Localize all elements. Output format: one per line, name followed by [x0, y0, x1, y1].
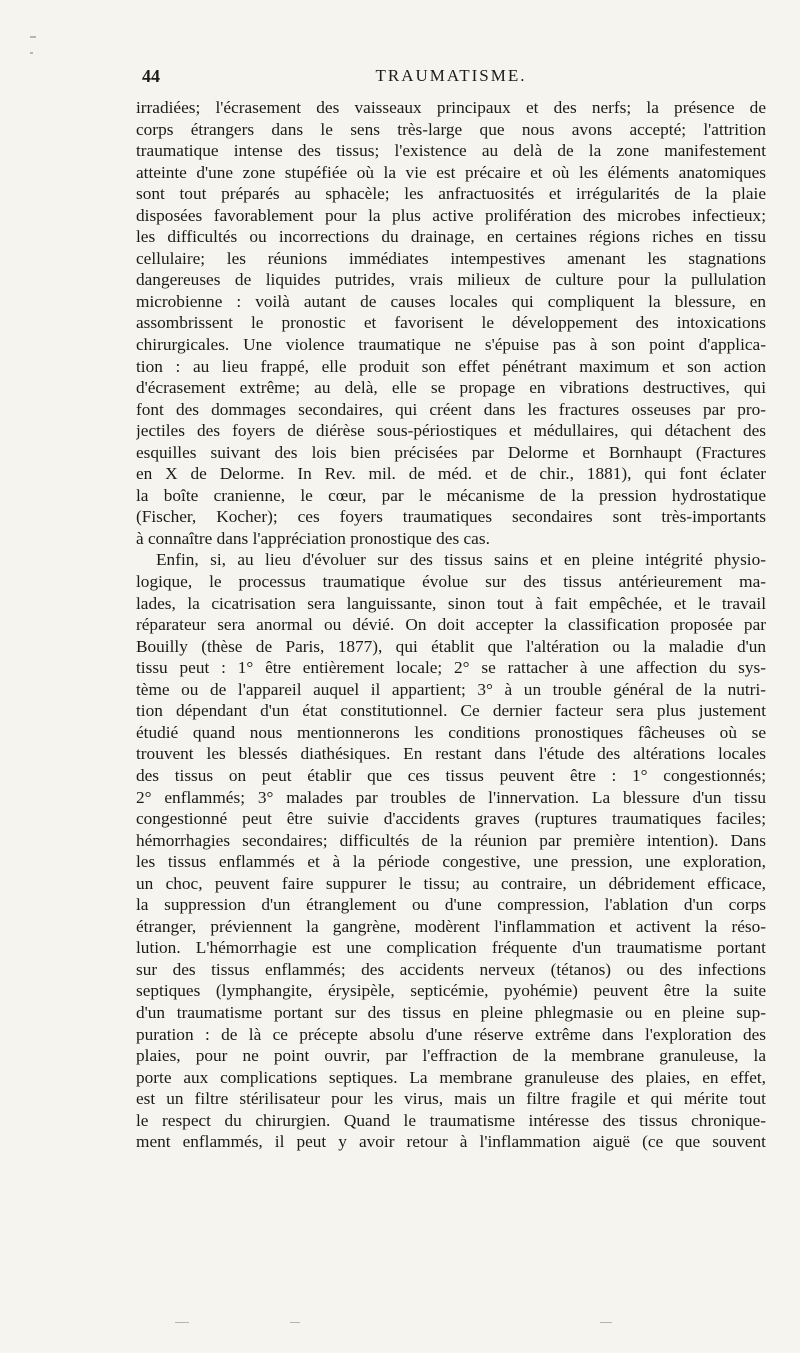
- text-line: le respect du chirurgien. Quand le traumatisme intéresse des tissus chronique-: [136, 1110, 766, 1130]
- text-line: logique, le processus traumatique évolue sur des tissus antérieurement ma-: [136, 572, 766, 592]
- text-line: en X de Delorme. In Rev. mil. de méd. et de chir., 1881), qui font éclater: [136, 464, 766, 484]
- text-line: disposées favorablement pour la plus active prolifération des microbes infectieux;: [136, 205, 766, 225]
- text-line: la suppression d'un étranglement ou d'une compression, l'ablation d'un corps: [136, 895, 766, 915]
- text-line: des tissus on peut établir que ces tissus peuvent être : 1° congestionnés;: [136, 765, 766, 785]
- text-line: réparateur sera anormal ou dévié. On doit accepter la classification proposée par: [136, 615, 766, 635]
- text-line: font des dommages secondaires, qui créent dans les fractures osseuses par pro-: [136, 399, 766, 419]
- text-line: cellulaire; les réunions immédiates intempestives amenant les stagnations: [136, 248, 766, 268]
- text-line: d'écrasement extrême; au delà, elle se propage en vibrations destructives, qui: [136, 378, 766, 398]
- text-line: plaies, pour ne point ouvrir, par l'effraction de la membrane granuleuse, la: [136, 1046, 766, 1066]
- text-line: lades, la cicatrisation sera languissante, sinon tout à fait empêchée, et le travail: [136, 593, 766, 613]
- text-line: étranger, préviennent la gangrène, modèrent l'inflammation et activent la réso-: [136, 916, 766, 936]
- text-line: dangereuses de liquides putrides, vrais milieux de culture pour la pullulation: [136, 270, 766, 290]
- text-line: un choc, peuvent faire suppurer le tissu; au contraire, un débridement efficace,: [136, 873, 766, 893]
- body-text: [136, 97, 766, 1153]
- foot-speck: [290, 1322, 300, 1323]
- text-line: atteinte d'une zone stupéfiée où la vie est précaire et où les éléments anatomiques: [136, 162, 766, 182]
- text-line: chirurgicales. Une violence traumatique ne s'épuise pas à son point d'applica-: [136, 335, 766, 355]
- text-line: esquilles suivant des lois bien précisées par Delorme et Bornhaupt (Fractures: [136, 442, 766, 462]
- margin-speck: [30, 52, 33, 54]
- text-line: puration : de là ce précepte absolu d'une réserve extrême dans l'exploration des: [136, 1024, 766, 1044]
- text-line: les difficultés ou incorrections du drainage, en certaines régions riches en tissu: [136, 227, 766, 247]
- text-line: 2° enflammés; 3° malades par troubles de l'innervation. La blessure d'un tissu: [136, 787, 766, 807]
- text-line: la boîte cranienne, le cœur, par le mécanisme de la pression hydrostatique: [136, 485, 766, 505]
- text-line: sont tout préparés au sphacèle; les anfractuosités et irrégularités de la plaie: [136, 184, 766, 204]
- text-line: irradiées; l'écrasement des vaisseaux principaux et des nerfs; la présence de: [136, 98, 766, 117]
- text-line: porte aux complications septiques. La membrane granuleuse des plaies, en effet,: [136, 1067, 766, 1087]
- text-line: hémorrhagies secondaires; difficultés de la réunion par première intention). Dans: [136, 830, 766, 850]
- text-line: traumatique intense des tissus; l'existence au delà de la zone manifestement: [136, 141, 766, 161]
- text-line: jectiles des foyers de diérèse sous-périostiques et médullaires, qui détachent des: [136, 421, 766, 441]
- text-line: à connaître dans l'appréciation pronostique des cas.: [136, 528, 490, 548]
- text-line: septiques (lymphangite, érysipèle, septicémie, pyohémie) peuvent être la suite: [136, 981, 766, 1001]
- text-line: sur des tissus enflammés; des accidents nerveux (tétanos) ou des infections: [136, 959, 766, 979]
- text-line: les tissus enflammés et à la période congestive, une pression, une exploration,: [136, 852, 766, 872]
- paragraph: [136, 549, 766, 1152]
- text-line: étudié quand nous mentionnerons les conditions pronostiques fâcheuses où se: [136, 722, 766, 742]
- text-line: (Fischer, Kocher); ces foyers traumatiques secondaires sont très-importants: [136, 507, 766, 527]
- text-line: tion dépendant d'un état constitutionnel. Ce dernier facteur sera plus justement: [136, 701, 766, 721]
- text-line: corps étrangers dans le sens très-large que nous avons accepté; l'attrition: [136, 119, 766, 139]
- foot-speck: [175, 1322, 189, 1323]
- text-line: assombrissent le pronostic et favorisent le développement des intoxications: [136, 313, 766, 333]
- text-line: tion : au lieu frappé, elle produit son effet pénétrant maximum et son action: [136, 356, 766, 376]
- text-line: lution. L'hémorrhagie est une complication fréquente d'un traumatisme portant: [136, 938, 766, 958]
- running-title: TRAUMATISME.: [375, 66, 527, 85]
- page-header: [136, 66, 766, 92]
- paragraph: [136, 97, 766, 549]
- foot-speck: [600, 1322, 612, 1323]
- text-line: congestionné peut être suivie d'accidents graves (ruptures traumatiques faciles;: [136, 809, 766, 829]
- text-line: trouvent les blessés diathésiques. En restant dans l'étude des altérations locales: [136, 744, 766, 764]
- text-line: d'un traumatisme portant sur des tissus en pleine phlegmasie ou en pleine sup-: [136, 1002, 766, 1022]
- text-line: microbienne : voilà autant de causes locales qui compliquent la blessure, en: [136, 291, 766, 311]
- text-line: Enfin, si, au lieu d'évoluer sur des tissus sains et en pleine intégrité physio-: [156, 550, 766, 570]
- text-line: est un filtre stérilisateur pour les virus, mais un filtre fragile et qui mérite tout: [136, 1089, 766, 1109]
- text-line: Bouilly (thèse de Paris, 1877), qui établit que l'altération ou la maladie d'un: [136, 636, 766, 656]
- page-number: 44: [142, 66, 160, 86]
- text-line: tissu peut : 1° être entièrement locale; 2° se rattacher à une affection du sys-: [136, 658, 766, 678]
- text-line: ment enflammés, il peut y avoir retour à l'inflammation aiguë (ce que souvent: [136, 1132, 766, 1152]
- margin-speck: [30, 36, 36, 38]
- text-line: tème ou de l'appareil auquel il appartient; 3° à un trouble général de la nutri-: [136, 679, 766, 699]
